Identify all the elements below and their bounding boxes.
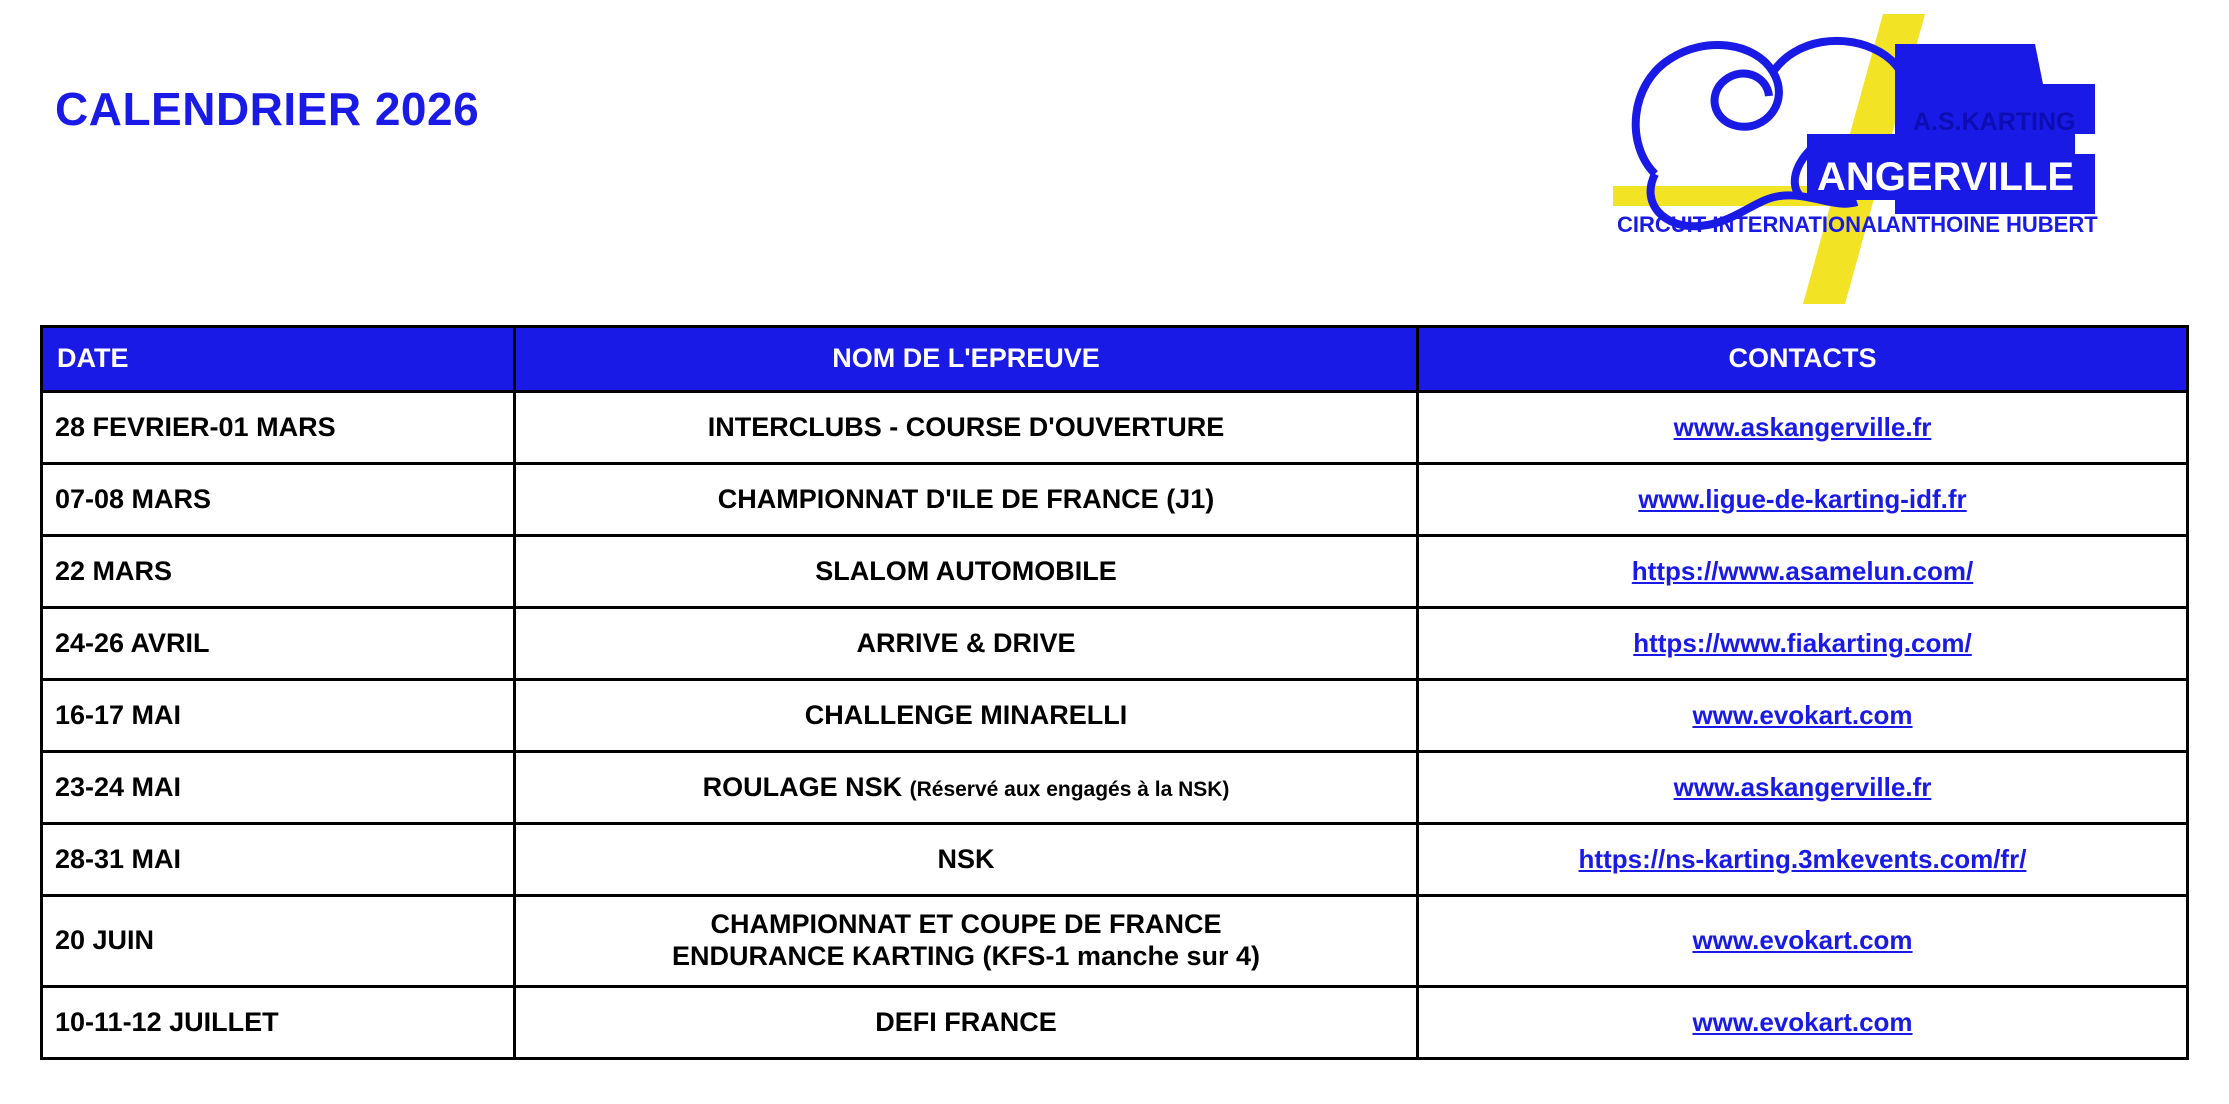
cell-event-name: SLALOM AUTOMOBILE <box>515 536 1418 608</box>
contact-link[interactable]: www.askangerville.fr <box>1673 411 1932 442</box>
logo-club-name-main: ANGERVILLE <box>1817 155 2075 199</box>
cell-contact <box>1418 392 2188 464</box>
cell-date: 24-26 AVRIL <box>42 608 515 680</box>
page-title: CALENDRIER 2026 <box>55 83 480 135</box>
contact-link[interactable]: www.evokart.com <box>1692 1006 1913 1037</box>
cell-contact <box>1418 987 2188 1059</box>
table-row <box>42 392 2188 464</box>
table-row <box>42 824 2188 896</box>
calendar-table <box>40 325 2189 1060</box>
cell-contact <box>1418 464 2188 536</box>
contact-link[interactable]: www.ligue-de-karting-idf.fr <box>1638 483 1967 514</box>
cell-event-name: CHAMPIONNAT D'ILE DE FRANCE (J1) <box>515 464 1418 536</box>
cell-contact <box>1418 752 2188 824</box>
event-name-line2: ENDURANCE KARTING (KFS-1 manche sur 4) <box>671 941 1261 971</box>
cell-event-name: INTERCLUBS - COURSE D'OUVERTURE <box>515 392 1418 464</box>
table-row <box>42 987 2188 1059</box>
logo-club-name-top: A.S.KARTING <box>1913 108 2076 136</box>
table-row <box>42 752 2188 824</box>
cell-event-name <box>515 752 1418 824</box>
header-contacts: CONTACTS <box>1418 327 2188 392</box>
contact-link[interactable]: www.evokart.com <box>1692 925 1913 956</box>
cell-date: 22 MARS <box>42 536 515 608</box>
contact-link[interactable]: https://ns-karting.3mkevents.com/fr/ <box>1578 843 2027 874</box>
cell-date: 23-24 MAI <box>42 752 515 824</box>
cell-event-name: NSK <box>515 824 1418 896</box>
cell-event-name <box>515 896 1418 987</box>
cell-event-name: CHALLENGE MINARELLI <box>515 680 1418 752</box>
logo-tagline-left: CIRCUIT INTERNATIONAL <box>1617 212 1891 237</box>
event-name-line1: CHAMPIONNAT ET COUPE DE FRANCE <box>710 909 1222 940</box>
contact-link[interactable]: www.evokart.com <box>1692 699 1913 730</box>
table-row <box>42 608 2188 680</box>
cell-date: 07-08 MARS <box>42 464 515 536</box>
header-event-name: NOM DE L'EPREUVE <box>515 327 1418 392</box>
club-logo <box>1595 14 2115 304</box>
table-header-row <box>42 327 2188 392</box>
cell-contact <box>1418 536 2188 608</box>
cell-date: 28 FEVRIER-01 MARS <box>42 392 515 464</box>
cell-contact <box>1418 824 2188 896</box>
event-name-main: ROULAGE NSK <box>702 771 903 802</box>
cell-event-name: DEFI FRANCE <box>515 987 1418 1059</box>
cell-date: 10-11-12 JUILLET <box>42 987 515 1059</box>
cell-contact <box>1418 896 2188 987</box>
table-row <box>42 680 2188 752</box>
cell-date: 20 JUIN <box>42 896 515 987</box>
cell-date: 16-17 MAI <box>42 680 515 752</box>
table-row <box>42 896 2188 987</box>
table-row <box>42 536 2188 608</box>
logo-tagline-right: ANTHOINE HUBERT <box>1885 212 2098 237</box>
contact-link[interactable]: www.askangerville.fr <box>1673 771 1932 802</box>
table-row <box>42 464 2188 536</box>
cell-event-name: ARRIVE & DRIVE <box>515 608 1418 680</box>
cell-contact <box>1418 608 2188 680</box>
event-name-note: (Réservé aux engagés à la NSK) <box>909 777 1230 801</box>
header-date: DATE <box>42 327 515 392</box>
contact-link[interactable]: https://www.fiakarting.com/ <box>1633 627 1972 658</box>
cell-date: 28-31 MAI <box>42 824 515 896</box>
contact-link[interactable]: https://www.asamelun.com/ <box>1631 555 1974 586</box>
cell-contact <box>1418 680 2188 752</box>
